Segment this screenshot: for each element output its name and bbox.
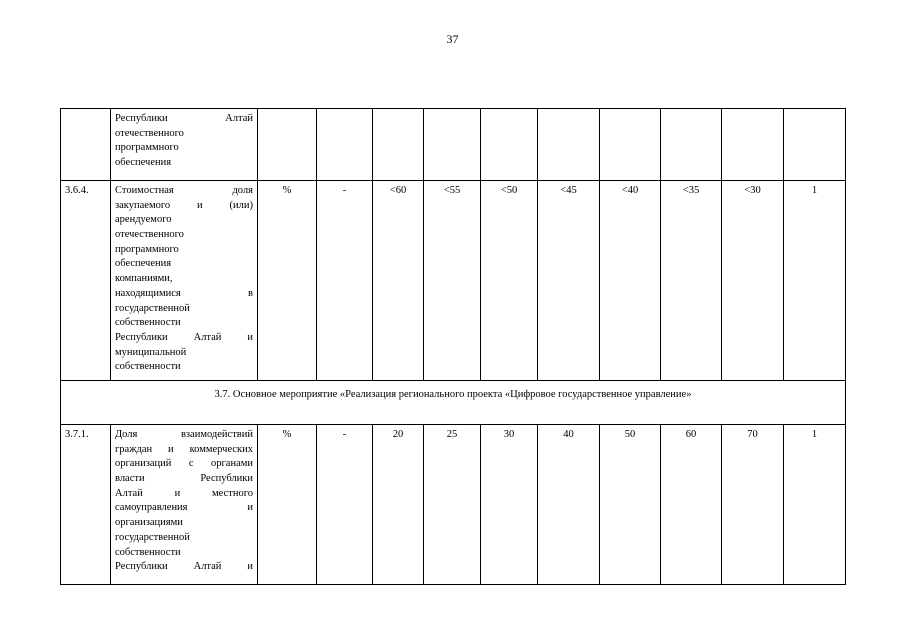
weight-cell: 1 [784,181,846,381]
unit-cell [258,109,317,181]
year-value-cell: 20 [373,425,424,585]
year-value-cell: 70 [722,425,784,585]
indicator-name-line: Стоимостная доля [115,185,253,196]
indicator-name [111,181,258,381]
year-value-cell: <55 [424,181,481,381]
indicator-name-line: государственной [115,302,190,314]
indicator-name-line: обеспечения [115,157,172,169]
row-number: 3.7.1. [61,425,111,585]
indicator-name-line: муниципальной [115,346,187,358]
weight-cell: 1 [784,425,846,585]
indicator-name-line: самоуправления и [115,502,253,514]
year-value-cell: <60 [373,181,424,381]
indicator-table [60,108,846,585]
indicator-name-line: организаций с органами [115,458,253,470]
indicator-name-line: власти Республики [115,473,253,485]
weight-cell [784,109,846,181]
indicator-name-line: государственной [115,531,190,543]
indicator-name-line: программного [115,142,179,154]
indicator-name-line: находящимися в [115,287,253,299]
year-value-cell: <50 [481,181,538,381]
year-value-cell [481,109,538,181]
page-number: 37 [446,32,459,46]
row-number: 3.6.4. [61,181,111,381]
section-title: 3.7. Основное мероприятие «Реализация регионального проекта «Цифровое государственное управление» [61,381,846,425]
year-value-cell: 60 [661,425,722,585]
row-number [61,109,111,181]
year-value-cell: 40 [538,425,600,585]
indicator-name-line: собственности [115,546,181,558]
indicator-name-line: Республики Алтай [115,113,253,124]
unit-cell: % [258,181,317,381]
year-value-cell [600,109,661,181]
year-value-cell: <30 [722,181,784,381]
year-value-cell [661,109,722,181]
year-value-cell [424,109,481,181]
base-value-cell [317,109,373,181]
section-row [61,381,846,425]
year-value-cell [722,109,784,181]
indicator-name [111,425,258,585]
indicator-name-line: Алтай и местного [115,487,253,499]
year-value-cell: 30 [481,425,538,585]
table-body [61,109,846,585]
year-value-cell: <45 [538,181,600,381]
indicator-name-line: собственности [115,361,181,373]
indicator-name-line: обеспечения [115,258,172,270]
indicator-name-line: программного [115,243,179,255]
indicator-name [111,109,258,181]
indicator-name-line: отечественного [115,229,184,241]
year-value-cell: 25 [424,425,481,585]
indicator-name-line: закупаемого и (или) [115,199,253,211]
year-value-cell: <35 [661,181,722,381]
indicator-name-line: Республики Алтай и [115,561,253,573]
year-value-cell: <40 [600,181,661,381]
indicator-name-line: арендуемого [115,214,172,226]
year-value-cell [373,109,424,181]
table-row [61,181,846,381]
year-value-cell: 50 [600,425,661,585]
indicator-name-line: организациями [115,517,183,529]
unit-cell: % [258,425,317,585]
table-row [61,109,846,181]
indicator-name-line: Республики Алтай и [115,331,253,343]
indicator-name-line: компаниями, [115,273,173,285]
indicator-name-line: собственности [115,317,181,329]
base-value-cell: - [317,425,373,585]
table-row [61,425,846,585]
indicator-name-line: отечественного [115,127,184,139]
indicator-name-line: граждан и коммерческих [115,443,253,455]
base-value-cell: - [317,181,373,381]
year-value-cell [538,109,600,181]
indicator-name-line: Доля взаимодействий [115,429,253,440]
